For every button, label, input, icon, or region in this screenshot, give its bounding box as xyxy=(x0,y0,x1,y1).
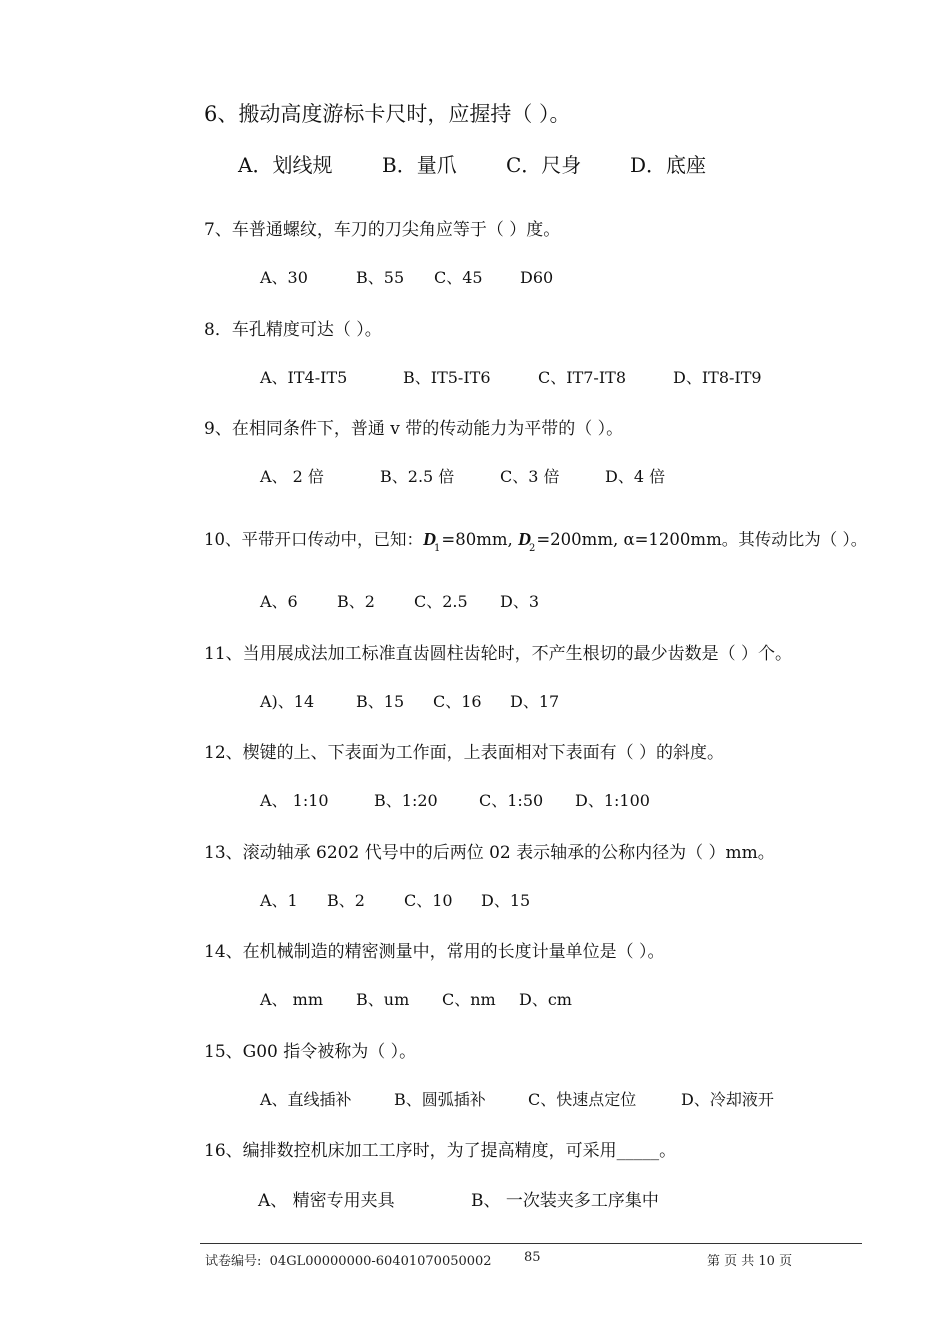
d2-value: =200mm, xyxy=(536,530,619,549)
option-b: B、圆弧插补 xyxy=(394,1090,486,1109)
question-stem-prefix: 10、平带开口传动中，已知： xyxy=(204,530,423,549)
question-7 xyxy=(204,215,560,240)
option-d: D、15 xyxy=(481,891,531,910)
footer-divider xyxy=(200,1243,862,1244)
question-stem: 8．车孔精度可达（ ）。 xyxy=(204,320,382,340)
option-c: C．尺身 xyxy=(506,153,582,177)
option-d: D、冷却液开 xyxy=(681,1090,774,1109)
question-16 xyxy=(204,1136,676,1161)
question-stem: 12、楔键的上、下表面为工作面，上表面相对下表面有（ ）的斜度。 xyxy=(204,743,725,763)
option-b: B、IT5-IT6 xyxy=(403,368,491,387)
question-stem: 14、在机械制造的精密测量中，常用的长度计量单位是（ ）。 xyxy=(204,942,665,962)
option-d: D、1:100 xyxy=(575,791,650,810)
option-b: B、1:20 xyxy=(374,791,438,810)
question-stem: 16、编排数控机床加工工序时，为了提高精度，可采用_____。 xyxy=(204,1141,677,1161)
question-6 xyxy=(204,98,571,128)
option-d: D、17 xyxy=(510,692,560,711)
question-9 xyxy=(204,414,623,439)
option-b: B、15 xyxy=(356,692,405,711)
question-10 xyxy=(204,526,867,554)
question-stem: 6、搬动高度游标卡尺时，应握持（ ）。 xyxy=(204,102,571,126)
option-a: A、直线插补 xyxy=(260,1090,352,1109)
question-stem: 15、G00 指令被称为（ ）。 xyxy=(204,1042,417,1062)
options-9 xyxy=(260,464,665,487)
options-14 xyxy=(260,987,572,1010)
option-a: A、IT4-IT5 xyxy=(260,368,348,387)
option-a: A．划线规 xyxy=(238,153,333,177)
option-b: B、55 xyxy=(356,268,405,287)
options-10 xyxy=(260,589,539,612)
option-d: D、IT8-IT9 xyxy=(673,368,762,387)
option-c: C、快速点定位 xyxy=(528,1090,637,1109)
option-c: C、2.5 xyxy=(414,592,468,611)
option-c: C、3 倍 xyxy=(500,467,560,486)
option-d: D．底座 xyxy=(630,153,707,177)
diameter-symbol-1: D xyxy=(423,529,436,549)
question-stem: 9、在相同条件下，普通 v 带的传动能力为平带的（ ）。 xyxy=(204,419,624,439)
option-c: C、IT7-IT8 xyxy=(538,368,626,387)
option-a: A、 mm xyxy=(260,990,323,1009)
options-6 xyxy=(238,149,706,178)
option-d: D、3 xyxy=(500,592,540,611)
option-a: A、30 xyxy=(260,268,308,287)
question-12 xyxy=(204,738,724,763)
question-14 xyxy=(204,937,665,962)
question-11 xyxy=(204,639,792,664)
question-15 xyxy=(204,1037,416,1062)
option-a: A、6 xyxy=(260,592,298,611)
option-a: A、 2 倍 xyxy=(260,467,324,486)
exam-code-value: 04GL00000000-60401070050002 xyxy=(269,1254,492,1269)
options-7 xyxy=(260,265,553,288)
question-stem-suffix: α=1200mm。其传动比为（ ）。 xyxy=(623,530,868,549)
options-16 xyxy=(258,1186,659,1211)
option-d: D60 xyxy=(520,268,554,287)
question-stem: 7、车普通螺纹，车刀的刀尖角应等于（ ）度。 xyxy=(204,220,561,240)
option-b: B、 一次装夹多工序集中 xyxy=(471,1191,659,1211)
option-c: C、45 xyxy=(434,268,483,287)
options-12 xyxy=(260,788,650,811)
option-b: B、2 xyxy=(337,592,375,611)
option-d: D、4 倍 xyxy=(605,467,666,486)
options-15 xyxy=(260,1087,774,1110)
option-c: C、16 xyxy=(433,692,482,711)
option-d: D、cm xyxy=(519,990,572,1009)
footer-page-info: 第 页 共 10 页 xyxy=(707,1254,793,1269)
diameter-symbol-2: D xyxy=(517,529,531,549)
options-13 xyxy=(260,888,530,911)
question-stem: 11、当用展成法加工标准直齿圆柱齿轮时，不产生根切的最少齿数是（ ）个。 xyxy=(204,644,793,664)
footer-exam-code xyxy=(205,1250,492,1269)
option-b: B、um xyxy=(356,990,410,1009)
exam-code-label: 试卷编号: xyxy=(205,1254,262,1269)
option-c: C、nm xyxy=(442,990,496,1009)
option-a: A、1 xyxy=(260,891,298,910)
option-a: A)、14 xyxy=(260,692,315,711)
d1-value: =80mm, xyxy=(441,530,513,549)
subscript-1: 1 xyxy=(434,543,441,554)
question-8 xyxy=(204,315,382,340)
option-b: B、2.5 倍 xyxy=(380,467,455,486)
option-c: C、10 xyxy=(404,891,453,910)
options-8 xyxy=(260,365,762,388)
option-b: B．量爪 xyxy=(382,153,457,177)
question-stem: 13、滚动轴承 6202 代号中的后两位 02 表示轴承的公称内径为（ ）mm。 xyxy=(204,843,775,863)
option-a: A、 精密专用夹具 xyxy=(258,1191,395,1211)
subscript-2: 2 xyxy=(528,543,536,554)
option-b: B、2 xyxy=(327,891,365,910)
question-13 xyxy=(204,838,775,863)
footer-number: 85 xyxy=(524,1250,541,1265)
options-11 xyxy=(260,689,559,712)
option-a: A、 1:10 xyxy=(260,791,329,810)
option-c: C、1:50 xyxy=(479,791,544,810)
